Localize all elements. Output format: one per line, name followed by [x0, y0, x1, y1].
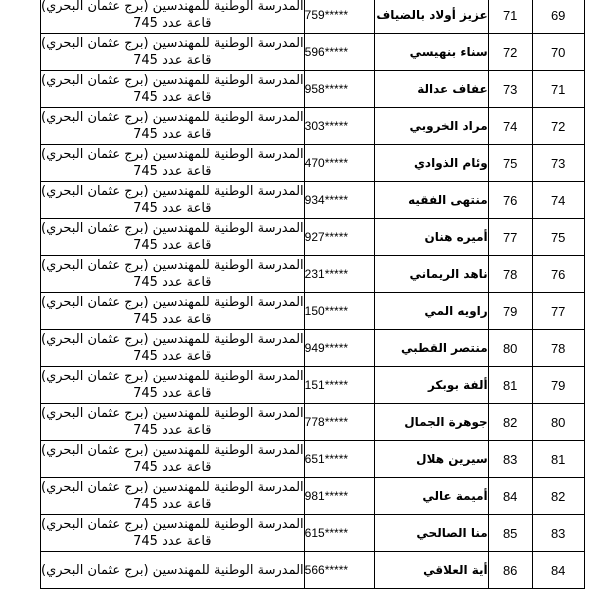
id-number-cell: 949*****	[304, 330, 374, 367]
table-row	[41, 71, 585, 108]
row-number-cell: 75	[488, 145, 532, 182]
exam-hall: قاعة عدد 745	[133, 386, 212, 401]
exam-center-name: المدرسة الوطنية للمهندسين (برج عثمان البحري)	[41, 36, 304, 51]
exam-center-cell	[41, 293, 305, 330]
row-number-cell: 86	[488, 552, 532, 589]
row-seq-cell: 76	[532, 256, 584, 293]
row-seq-cell: 84	[532, 552, 584, 589]
id-number-cell: 615*****	[304, 515, 374, 552]
id-number-cell: 470*****	[304, 145, 374, 182]
exam-center-name: المدرسة الوطنية للمهندسين (برج عثمان البحري)	[41, 369, 304, 384]
row-number-cell: 85	[488, 515, 532, 552]
row-number-cell: 79	[488, 293, 532, 330]
table-row	[41, 552, 585, 589]
candidate-name-cell: وئام الذوادي	[374, 145, 488, 182]
id-number-cell: 596*****	[304, 34, 374, 71]
row-number-cell: 82	[488, 404, 532, 441]
exam-hall: قاعة عدد 745	[133, 312, 212, 327]
table-row	[41, 515, 585, 552]
candidate-name-cell: ألفة بوبكر	[374, 367, 488, 404]
row-number-cell: 76	[488, 182, 532, 219]
id-number-cell: 231*****	[304, 256, 374, 293]
candidate-name-cell: عفاف عدالة	[374, 71, 488, 108]
exam-center-name: المدرسة الوطنية للمهندسين (برج عثمان البحري)	[41, 406, 304, 421]
table-row	[41, 0, 585, 34]
row-seq-cell: 71	[532, 71, 584, 108]
exam-hall: قاعة عدد 745	[133, 164, 212, 179]
candidate-name-cell: منا الصالحي	[374, 515, 488, 552]
row-number-cell: 81	[488, 367, 532, 404]
id-number-cell: 934*****	[304, 182, 374, 219]
table-row	[41, 367, 585, 404]
row-seq-cell: 74	[532, 182, 584, 219]
table-row	[41, 330, 585, 367]
exam-center-name: المدرسة الوطنية للمهندسين (برج عثمان البحري)	[41, 443, 304, 458]
table-row	[41, 256, 585, 293]
row-number-cell: 73	[488, 71, 532, 108]
candidate-name-cell: ناهد الريماني	[374, 256, 488, 293]
row-seq-cell: 72	[532, 108, 584, 145]
row-seq-cell: 73	[532, 145, 584, 182]
exam-center-name: المدرسة الوطنية للمهندسين (برج عثمان البحري)	[41, 147, 304, 162]
exam-center-cell	[41, 182, 305, 219]
exam-center-cell	[41, 34, 305, 71]
table-row	[41, 404, 585, 441]
exam-center-cell	[41, 552, 305, 589]
candidate-name-cell: منتصر القطبي	[374, 330, 488, 367]
id-number-cell: 927*****	[304, 219, 374, 256]
row-seq-cell: 75	[532, 219, 584, 256]
exam-center-cell	[41, 404, 305, 441]
exam-center-name: المدرسة الوطنية للمهندسين (برج عثمان البحري)	[41, 295, 304, 310]
table-row	[41, 478, 585, 515]
exam-center-cell	[41, 71, 305, 108]
row-number-cell: 83	[488, 441, 532, 478]
row-number-cell: 74	[488, 108, 532, 145]
exam-hall: قاعة عدد 745	[133, 460, 212, 475]
table-row	[41, 441, 585, 478]
row-seq-cell: 83	[532, 515, 584, 552]
exam-hall: قاعة عدد 745	[133, 201, 212, 216]
exam-hall: قاعة عدد 745	[133, 275, 212, 290]
exam-center-name: المدرسة الوطنية للمهندسين (برج عثمان البحري)	[41, 480, 304, 495]
candidates-table	[40, 0, 585, 589]
table-row	[41, 108, 585, 145]
exam-center-name: المدرسة الوطنية للمهندسين (برج عثمان البحري)	[41, 184, 304, 199]
id-number-cell: 981*****	[304, 478, 374, 515]
id-number-cell: 150*****	[304, 293, 374, 330]
row-seq-cell: 80	[532, 404, 584, 441]
row-seq-cell: 78	[532, 330, 584, 367]
id-number-cell: 958*****	[304, 71, 374, 108]
exam-center-name: المدرسة الوطنية للمهندسين (برج عثمان البحري)	[41, 0, 304, 14]
row-number-cell: 80	[488, 330, 532, 367]
table-row	[41, 34, 585, 71]
candidates-table-body	[41, 0, 585, 589]
candidate-name-cell: سيرين هلال	[374, 441, 488, 478]
id-number-cell: 151*****	[304, 367, 374, 404]
exam-center-cell	[41, 441, 305, 478]
candidate-name-cell: مراد الخروبي	[374, 108, 488, 145]
id-number-cell: 566*****	[304, 552, 374, 589]
row-number-cell: 84	[488, 478, 532, 515]
id-number-cell: 759*****	[304, 0, 374, 34]
id-number-cell: 303*****	[304, 108, 374, 145]
exam-center-cell	[41, 367, 305, 404]
exam-center-name: المدرسة الوطنية للمهندسين (برج عثمان البحري)	[41, 258, 304, 273]
candidate-name-cell: أية العلاقي	[374, 552, 488, 589]
row-number-cell: 71	[488, 0, 532, 34]
candidate-name-cell: أميره هنان	[374, 219, 488, 256]
row-seq-cell: 70	[532, 34, 584, 71]
table-row	[41, 182, 585, 219]
exam-center-cell	[41, 108, 305, 145]
row-seq-cell: 77	[532, 293, 584, 330]
candidate-name-cell: سناء بنهيسي	[374, 34, 488, 71]
id-number-cell: 651*****	[304, 441, 374, 478]
exam-center-cell	[41, 515, 305, 552]
exam-center-name: المدرسة الوطنية للمهندسين (برج عثمان البحري)	[41, 110, 304, 125]
row-number-cell: 72	[488, 34, 532, 71]
candidate-name-cell: جوهرة الجمال	[374, 404, 488, 441]
candidate-name-cell: عزيز أولاد بالضياف	[374, 0, 488, 34]
row-seq-cell: 82	[532, 478, 584, 515]
row-seq-cell: 69	[532, 0, 584, 34]
exam-center-name: المدرسة الوطنية للمهندسين (برج عثمان البحري)	[41, 332, 304, 347]
exam-center-name: المدرسة الوطنية للمهندسين (برج عثمان البحري)	[41, 562, 304, 578]
exam-center-cell	[41, 330, 305, 367]
exam-hall: قاعة عدد 745	[133, 534, 212, 549]
exam-hall: قاعة عدد 745	[133, 238, 212, 253]
table-row	[41, 219, 585, 256]
row-seq-cell: 79	[532, 367, 584, 404]
candidate-name-cell: أميمة عالي	[374, 478, 488, 515]
exam-hall: قاعة عدد 745	[133, 16, 212, 31]
exam-center-cell	[41, 145, 305, 182]
exam-hall: قاعة عدد 745	[133, 53, 212, 68]
table-row	[41, 145, 585, 182]
exam-center-name: المدرسة الوطنية للمهندسين (برج عثمان البحري)	[41, 221, 304, 236]
exam-hall: قاعة عدد 745	[133, 127, 212, 142]
exam-hall: قاعة عدد 745	[133, 497, 212, 512]
exam-center-cell	[41, 478, 305, 515]
id-number-cell: 778*****	[304, 404, 374, 441]
exam-center-name: المدرسة الوطنية للمهندسين (برج عثمان البحري)	[41, 73, 304, 88]
row-number-cell: 77	[488, 219, 532, 256]
exam-hall: قاعة عدد 745	[133, 349, 212, 364]
row-number-cell: 78	[488, 256, 532, 293]
exam-center-cell	[41, 0, 305, 34]
row-seq-cell: 81	[532, 441, 584, 478]
exam-center-cell	[41, 219, 305, 256]
table-row	[41, 293, 585, 330]
exam-hall: قاعة عدد 745	[133, 423, 212, 438]
exam-center-cell	[41, 256, 305, 293]
candidate-name-cell: منتهى الفقيه	[374, 182, 488, 219]
exam-hall: قاعة عدد 745	[133, 90, 212, 105]
exam-center-name: المدرسة الوطنية للمهندسين (برج عثمان البحري)	[41, 517, 304, 532]
candidate-name-cell: راويه المي	[374, 293, 488, 330]
